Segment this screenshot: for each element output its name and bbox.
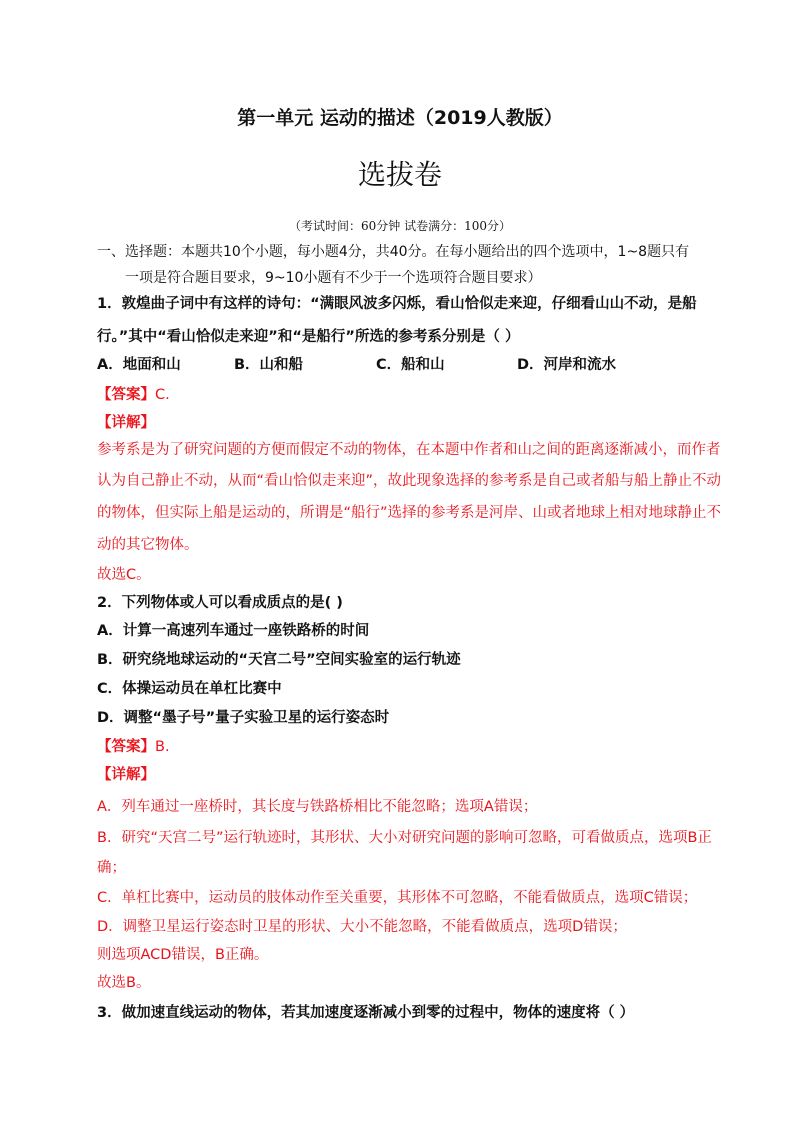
question-3-stem: 3．做加速直线运动的物体，若其加速度逐渐减小到零的过程中，物体的速度将（ ） (97, 1005, 635, 1021)
question-1-detail-line-4: 动的其它物体。 (97, 537, 199, 553)
question-1-options (97, 355, 616, 375)
question-1-option-c: C．船和山 (376, 357, 445, 373)
question-2-detail-line-5: D．调整卫星运行姿态时卫星的形状、大小不能忽略，不能看做质点，选项D错误； (97, 919, 627, 935)
question-2-detail-line-3: 确； (97, 860, 126, 876)
answer-tag: 【答案】 (97, 387, 155, 403)
question-1-detail-line-1: 参考系是为了研究问题的方便而假定不动的物体，在本题中作者和山之间的距离逐渐减小，而作者 (97, 442, 721, 458)
section-instruction-line-1: 一、选择题：本题共10个小题，每小题4分，共40分。在每小题给出的四个选项中，1~8题只有 (97, 244, 690, 260)
exam-note: （考试时间：60分钟 试卷满分：100分） (289, 219, 511, 233)
answer-tag: 【答案】 (97, 739, 155, 755)
question-2-detail-line-2: B．研究“天宫二号”运行轨迹时，其形状、大小对研究问题的影响可忽略，可看做质点，选项B正 (97, 830, 712, 846)
question-2-conclusion: 故选B。 (97, 975, 151, 991)
question-2-stem: 2．下列物体或人可以看成质点的是( ) (97, 595, 343, 611)
question-2-option-c: C．体操运动员在单杠比赛中 (97, 681, 282, 697)
answer-value: B. (155, 739, 170, 755)
question-1-answer (97, 385, 170, 405)
question-2-detail-line-1: A．列车通过一座桥时，其长度与铁路桥相比不能忽略；选项A错误； (97, 799, 538, 815)
question-2-option-a: A．计算一高速列车通过一座铁路桥的时间 (97, 623, 370, 639)
question-2-option-d: D．调整“墨子号”量子实验卫星的运行姿态时 (97, 710, 390, 726)
question-1-option-a: A．地面和山 (97, 357, 181, 373)
question-1-stem-line-1: 1．敦煌曲子词中有这样的诗句：“满眼风波多闪烁，看山恰似走来迎，仔细看山山不动，是船 (97, 296, 697, 312)
question-1-detail-line-2: 认为自己静止不动，从而“看山恰似走来迎”，故此现象选择的参考系是自己或者船与船上静止不动 (97, 473, 722, 489)
section-instruction-line-2: 一项是符合题目要求，9~10小题有不少于一个选项符合题目要求） (125, 270, 542, 286)
question-2-option-b: B．研究绕地球运动的“天宫二号”空间实验室的运行轨迹 (97, 652, 461, 668)
question-2-detail-tag: 【详解】 (97, 767, 155, 783)
question-2-detail-line-4: C．单杠比赛中，运动员的肢体动作至关重要，其形体不可忽略，不能看做质点，选项C错误； (97, 890, 698, 906)
question-1-detail-tag: 【详解】 (97, 415, 155, 431)
page-title: 第一单元 运动的描述（2019人教版） (237, 107, 563, 129)
question-1-stem-line-2: 行。”其中“看山恰似走来迎”和“是船行”所选的参考系分别是（ ） (97, 329, 520, 345)
question-2-detail-line-6: 则选项ACD错误，B正确。 (97, 947, 269, 963)
question-1-option-d: D．河岸和流水 (517, 357, 617, 373)
question-1-conclusion: 故选C。 (97, 567, 151, 583)
answer-value: C. (155, 387, 170, 403)
question-1-detail-line-3: 的物体，但实际上船是运动的，所谓是“船行”选择的参考系是河岸、山或者地球上相对地球静止不 (97, 505, 722, 521)
question-1-option-b: B．山和船 (234, 357, 304, 373)
page-subtitle: 选拔卷 (357, 158, 442, 191)
question-2-answer (97, 737, 170, 757)
